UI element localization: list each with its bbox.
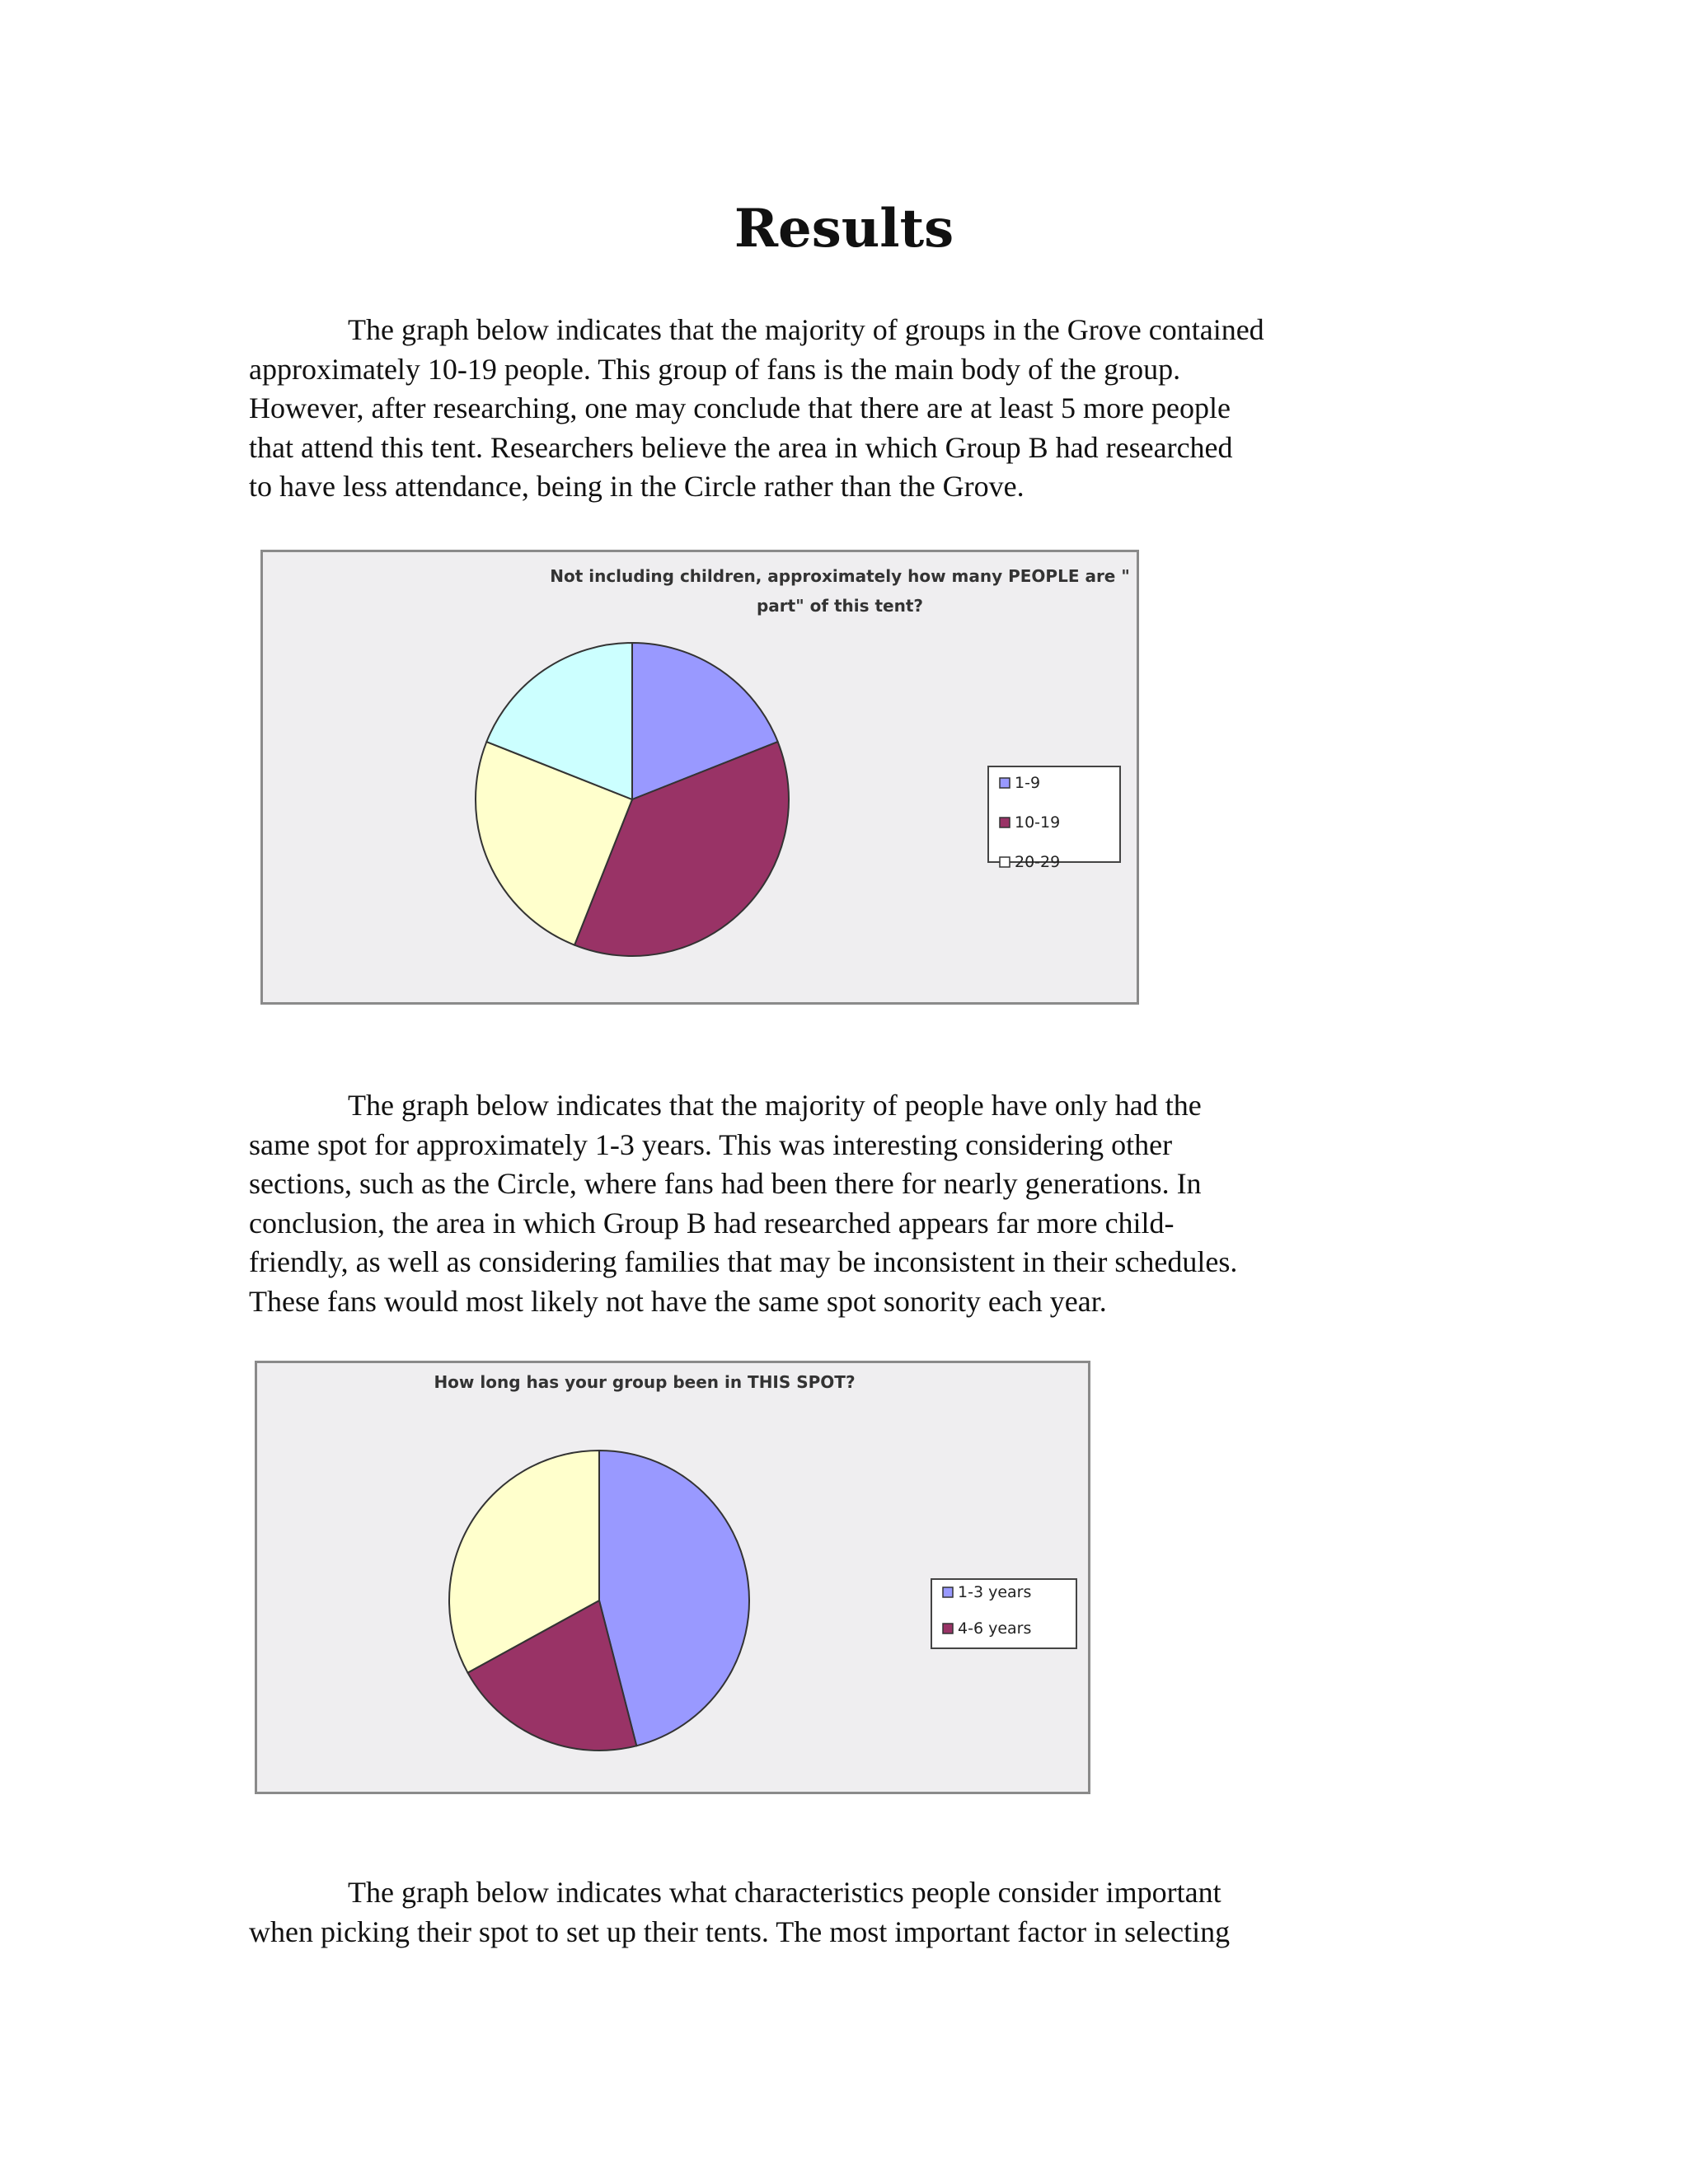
legend-label: 10-19	[1015, 813, 1061, 832]
chart-people-per-tent	[260, 550, 1139, 1005]
paragraph-line: These fans would most likely not have the same spot sonority each year.	[249, 1284, 1107, 1318]
paragraph-line: approximately 10-19 people. This group of fans is the main body of the group.	[249, 352, 1181, 386]
paragraph-3	[249, 1873, 1444, 1952]
paragraph-line: The graph below indicates that the majority of people have only had the	[348, 1089, 1202, 1122]
paragraph-line: same spot for approximately 1-3 years. This was interesting considering other	[249, 1127, 1173, 1161]
paragraph-line: The graph below indicates what characteristics people consider important	[348, 1876, 1221, 1909]
paragraph-line: friendly, as well as considering families that may be inconsistent in their schedules.	[249, 1245, 1238, 1278]
chart-title: How long has your group been in THIS SPOT?	[434, 1372, 856, 1392]
legend-swatch	[1000, 857, 1010, 867]
legend-swatch	[943, 1624, 953, 1633]
paragraph-line: to have less attendance, being in the Circle rather than the Grove.	[249, 470, 1025, 503]
chart-title: Not including children, approximately how many PEOPLE are "	[550, 566, 1130, 586]
paragraph-line: conclusion, the area in which Group B had researched appears far more child-	[249, 1206, 1175, 1240]
chart-title: part" of this tent?	[756, 596, 924, 616]
paragraph-line: However, after researching, one may conclude that there are at least 5 more people	[249, 391, 1231, 424]
legend-label: 1-9	[1015, 774, 1041, 792]
paragraph-line: The graph below indicates that the majority of groups in the Grove contained	[348, 313, 1264, 346]
legend-swatch	[943, 1587, 953, 1597]
pie-chart-years	[257, 1363, 1088, 1792]
legend-swatch	[1000, 818, 1010, 827]
legend-label: 20-29	[1015, 853, 1061, 871]
page-title: Results	[734, 198, 954, 260]
legend-label: 1-3 years	[958, 1583, 1032, 1601]
paragraph-line: sections, such as the Circle, where fans had been there for nearly generations. In	[249, 1167, 1202, 1200]
chart-years-in-spot	[255, 1361, 1090, 1794]
paragraph-1	[249, 311, 1444, 507]
paragraph-line: that attend this tent. Researchers believe the area in which Group B had researched	[249, 430, 1233, 464]
pie-chart-people	[263, 552, 1137, 1002]
legend-swatch	[1000, 778, 1010, 788]
paragraph-line: when picking their spot to set up their tents. The most important factor in selecting	[249, 1915, 1231, 1948]
legend-label: 4-6 years	[958, 1619, 1032, 1638]
paragraph-2	[249, 1086, 1444, 1321]
